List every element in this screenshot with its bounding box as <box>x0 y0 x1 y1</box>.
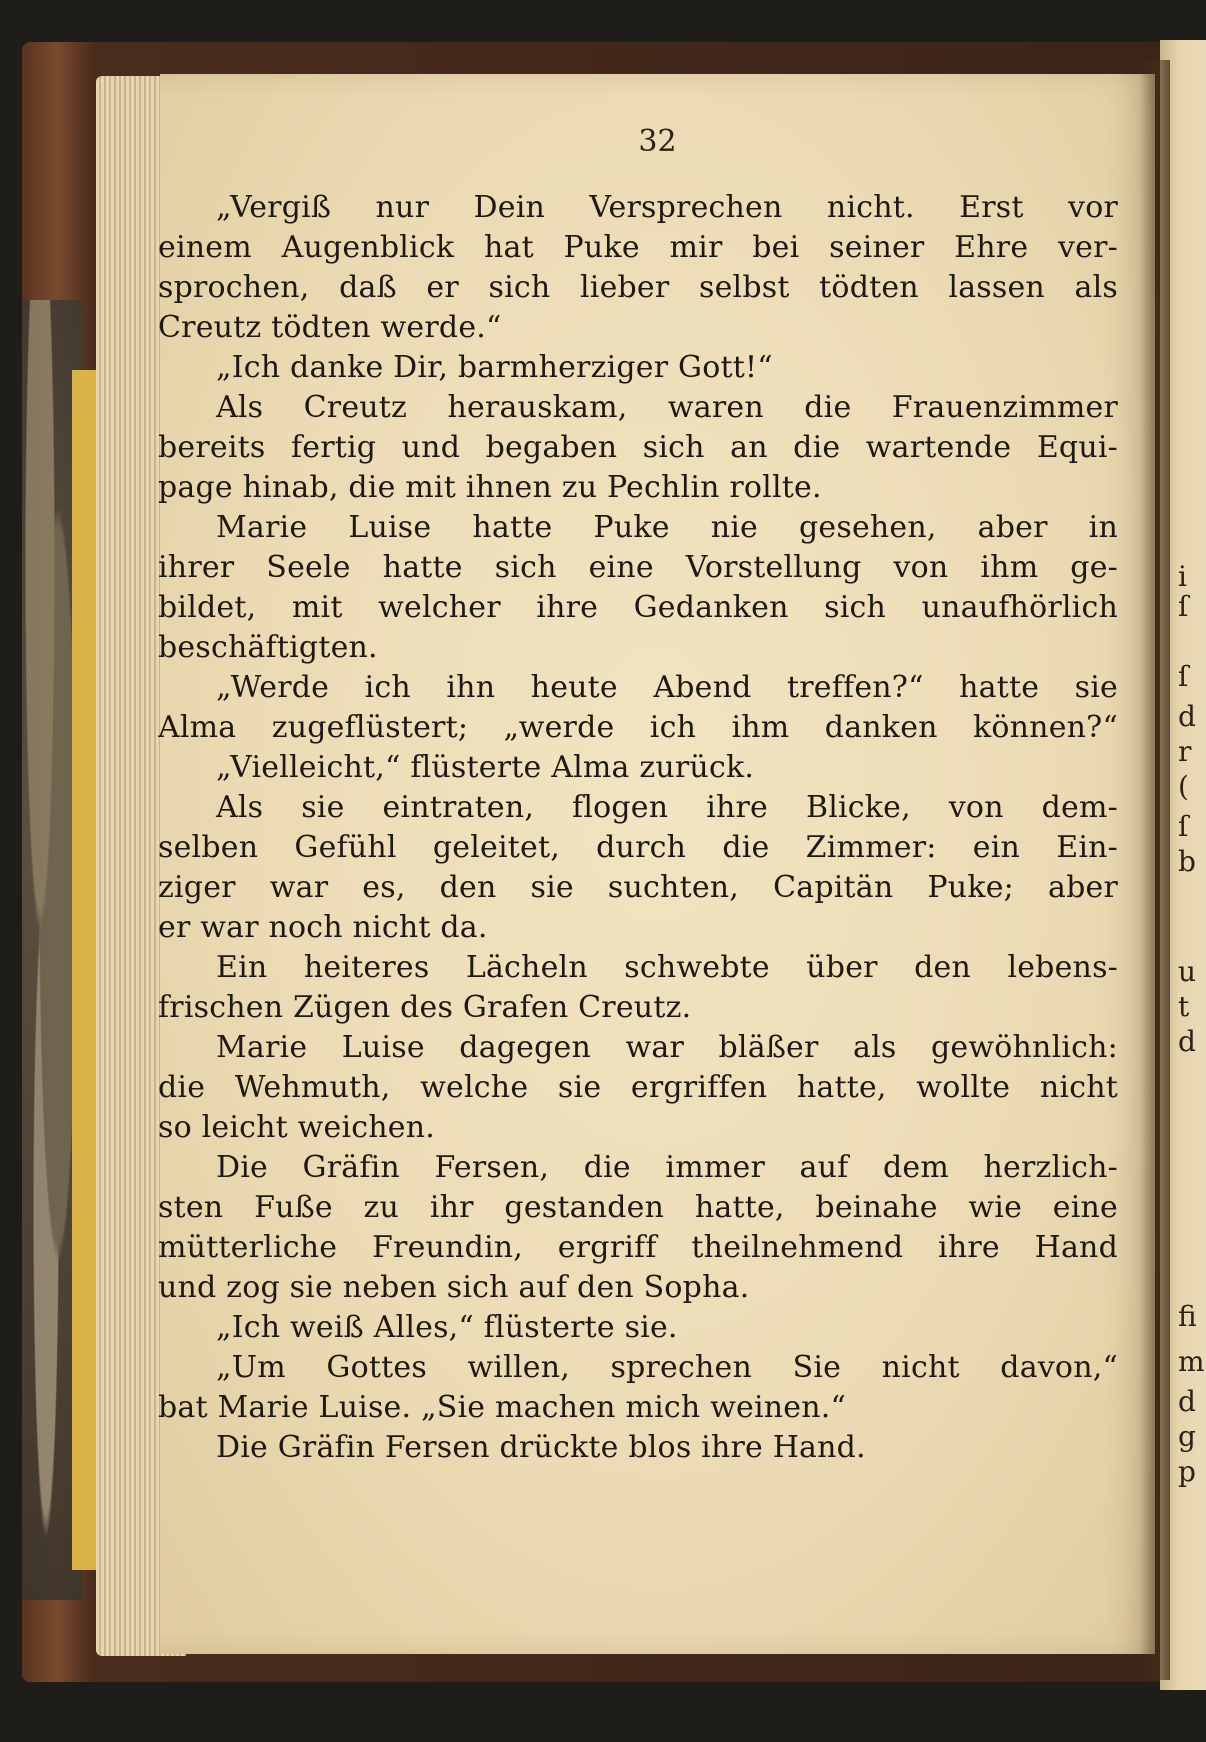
text-line: beschäftigten. <box>158 630 378 665</box>
facing-page-fragment: p <box>1178 1455 1196 1488</box>
facing-page-fragment: fi <box>1178 1300 1197 1333</box>
facing-page-fragment: ſ <box>1178 810 1189 843</box>
text-line: Alma zugeflüstert; „werde ich ihm danken können?“ <box>158 710 1118 745</box>
text-line: sprochen, daß er sich lieber selbst tödten lassen als <box>158 270 1118 305</box>
text-line: er war noch nicht da. <box>158 910 488 945</box>
facing-page-fragment: m <box>1178 1345 1205 1378</box>
text-line: Die Gräfin Fersen, die immer auf dem herzlich- <box>216 1150 1118 1185</box>
text-line: bereits fertig und begaben sich an die wartende Equi- <box>158 430 1118 465</box>
text-line: sten Fuße zu ihr gestanden hatte, beinahe wie eine <box>158 1190 1118 1225</box>
text-line: Als Creutz herauskam, waren die Frauenzimmer <box>216 390 1118 425</box>
text-line: Marie Luise dagegen war bläßer als gewöhnlich: <box>216 1030 1118 1065</box>
text-line: Creutz tödten werde.“ <box>158 310 502 345</box>
facing-page-fragment: d <box>1178 1025 1196 1058</box>
facing-page-fragment: t <box>1178 990 1190 1023</box>
body-text <box>158 188 1118 1468</box>
text-line: die Wehmuth, welche sie ergriffen hatte, wollte nicht <box>158 1070 1118 1105</box>
text-line: Marie Luise hatte Puke nie gesehen, aber in <box>216 510 1118 545</box>
text-line: mütterliche Freundin, ergriff theilnehmend ihre Hand <box>158 1230 1118 1265</box>
text-line: und zog sie neben sich auf den Sopha. <box>158 1270 750 1305</box>
facing-page-fragment: d <box>1178 700 1196 733</box>
text-line: einem Augenblick hat Puke mir bei seiner Ehre ver- <box>158 230 1118 265</box>
facing-page-fragment: u <box>1178 955 1197 988</box>
gutter-shadow <box>1140 60 1170 1680</box>
page-number: 32 <box>638 124 677 159</box>
text-line: so leicht weichen. <box>158 1110 436 1145</box>
text-line: Die Gräfin Fersen drückte blos ihre Hand. <box>216 1430 866 1465</box>
text-line: ziger war es, den sie suchten, Capitän Puke; aber <box>158 870 1118 905</box>
facing-page-fragment: ( <box>1178 770 1189 803</box>
facing-page-fragment: d <box>1178 1385 1196 1418</box>
text-line: page hinab, die mit ihnen zu Pechlin rollte. <box>158 470 822 505</box>
text-line: „Ich weiß Alles,“ flüsterte sie. <box>216 1310 678 1345</box>
text-line: „Werde ich ihn heute Abend treffen?“ hatte sie <box>216 670 1118 705</box>
facing-page-fragments <box>1178 0 1206 1742</box>
text-line: selben Gefühl geleitet, durch die Zimmer: ein Ein- <box>158 830 1118 865</box>
text-line: „Um Gottes willen, sprechen Sie nicht davon,“ <box>216 1350 1118 1385</box>
facing-page-fragment: g <box>1178 1420 1196 1453</box>
text-line: „Vergiß nur Dein Versprechen nicht. Erst vor <box>216 190 1118 225</box>
text-line: bat Marie Luise. „Sie machen mich weinen.“ <box>158 1390 847 1425</box>
facing-page-fragment: ſ <box>1178 660 1189 693</box>
facing-page-fragment: i <box>1178 560 1187 593</box>
text-line: „Ich danke Dir, barmherziger Gott!“ <box>216 350 773 385</box>
facing-page-fragment: r <box>1178 735 1192 768</box>
facing-page-fragment: b <box>1178 845 1196 878</box>
text-line: Ein heiteres Lächeln schwebte über den lebens- <box>216 950 1118 985</box>
text-line: „Vielleicht,“ flüsterte Alma zurück. <box>216 750 755 785</box>
text-line: ihrer Seele hatte sich eine Vorstellung von ihm ge- <box>158 550 1118 585</box>
facing-page-fragment: ſ <box>1178 590 1189 623</box>
text-line: bildet, mit welcher ihre Gedanken sich unaufhörlich <box>158 590 1118 625</box>
text-line: Als sie eintraten, flogen ihre Blicke, von dem- <box>216 790 1118 825</box>
text-line: frischen Zügen des Grafen Creutz. <box>158 990 692 1025</box>
